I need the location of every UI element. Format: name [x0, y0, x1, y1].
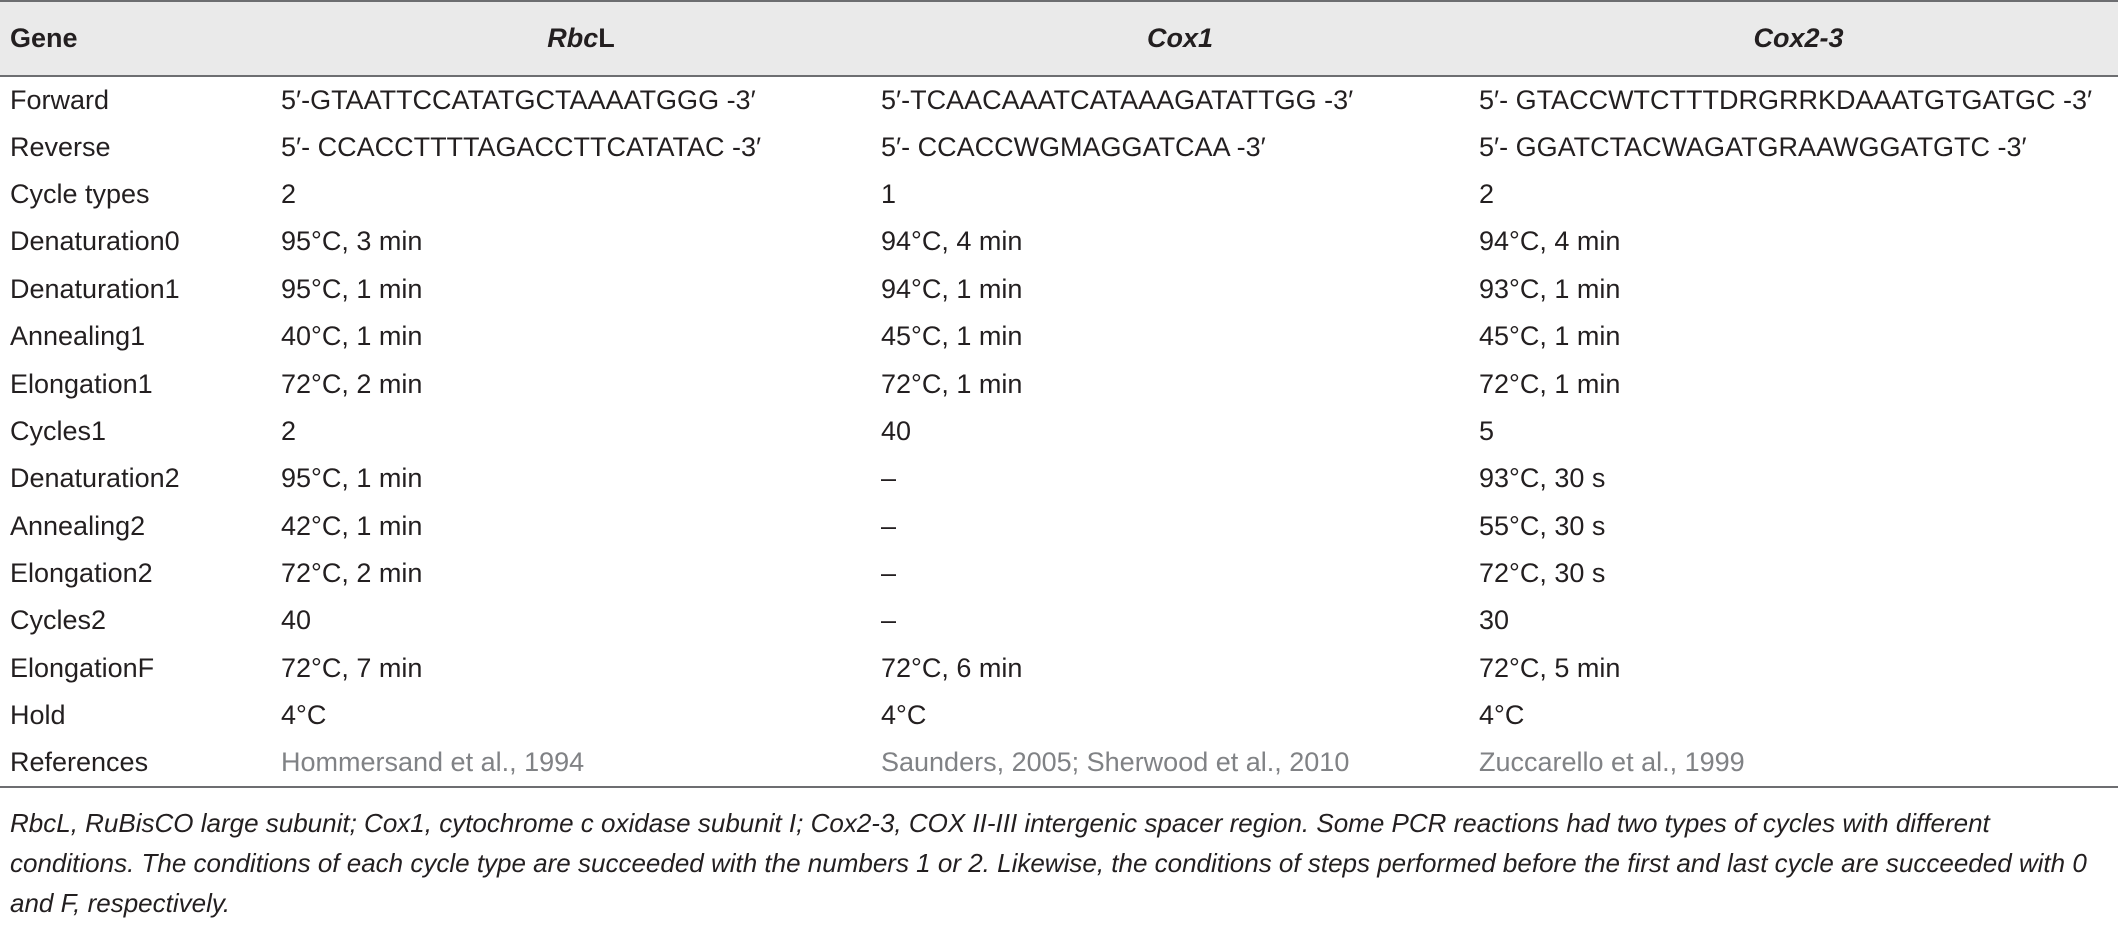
cell-cox1: 4°C [881, 700, 927, 731]
row-label: Denaturation0 [10, 226, 180, 257]
cell-cox23: 93°C, 1 min [1479, 273, 1621, 304]
cell-cox1: 72°C, 6 min [881, 652, 1023, 683]
table-row [0, 266, 2118, 313]
cell-cox23: 55°C, 30 s [1479, 510, 1606, 541]
cell-cox1: 94°C, 1 min [881, 273, 1023, 304]
cell-cox23: 4°C [1479, 700, 1525, 731]
cell-rbcl: 95°C, 1 min [281, 273, 423, 304]
header-rbcl-tail: L [598, 23, 615, 53]
header-cox23 [1479, 1, 2118, 76]
table-row [0, 360, 2118, 407]
cell-cox23: 72°C, 5 min [1479, 652, 1621, 683]
cell-rbcl: 95°C, 1 min [281, 463, 423, 494]
cell-cox1: 5′- CCACCWGMAGGATCAA -3′ [881, 131, 1266, 162]
cell-cox23: 5′- GTACCWTCTTTDRGRRKDAAATGTGATGC -3′ [1479, 84, 2093, 115]
table-row [0, 313, 2118, 360]
cell-cox1: 72°C, 1 min [881, 368, 1023, 399]
row-label: Annealing1 [10, 321, 146, 352]
cell-rbcl: 72°C, 2 min [281, 558, 423, 589]
table-row [0, 455, 2118, 502]
table-row [0, 123, 2118, 170]
cell-rbcl: 5′-GTAATTCCATATGCTAAAATGGG -3′ [281, 84, 756, 115]
table-row [0, 645, 2118, 692]
table-row [0, 503, 2118, 550]
cell-cox1: 94°C, 4 min [881, 226, 1023, 257]
cell-rbcl: 2 [281, 415, 297, 446]
cell-cox23: 72°C, 30 s [1479, 558, 1606, 589]
header-cox1 [881, 1, 1479, 76]
row-label: References [0, 739, 281, 786]
row-label: Denaturation1 [10, 273, 180, 304]
row-label: Denaturation2 [10, 463, 180, 494]
table-row [0, 171, 2118, 218]
header-rbcl [281, 1, 881, 76]
cell-rbcl: 40°C, 1 min [281, 321, 423, 352]
header-cox1-label: Cox1 [1146, 23, 1214, 53]
table-footnote: RbcL, RuBisCO large subunit; Cox1, cytochrome c oxidase subunit I; Cox2-3, COX II-III intergenic spacer region. Some PCR reactions had two types of cycles with different conditions. The conditions of each cycle type are succeeded with the numbers 1 or 2. Likewise, the conditions of steps performed before the first and last cycle are succeeded with 0 and F, respectively. [10, 808, 2087, 918]
cell-cox23: 5 [1479, 415, 1495, 446]
cell-cox1: – [881, 463, 897, 494]
row-label: Cycle types [10, 178, 150, 209]
cell-cox1: Saunders, 2005; Sherwood et al., 2010 [881, 739, 1479, 786]
header-rbcl-italic: Rbc [547, 23, 599, 53]
table-row [0, 550, 2118, 597]
row-label: Reverse [10, 131, 111, 162]
cell-cox23: 30 [1479, 605, 1510, 636]
cell-cox23: 5′- GGATCTACWAGATGRAAWGGATGTC -3′ [1479, 131, 2027, 162]
row-label: Elongation2 [10, 558, 153, 589]
table-row [0, 408, 2118, 455]
header-cox23-label: Cox2-3 [1753, 23, 1844, 53]
cell-cox1: – [881, 510, 897, 541]
cell-cox23: 93°C, 30 s [1479, 463, 1606, 494]
table-row [0, 76, 2118, 123]
row-label: Hold [10, 700, 66, 731]
cell-rbcl: Hommersand et al., 1994 [281, 739, 881, 786]
cell-cox1: – [881, 605, 897, 636]
cell-rbcl: 40 [281, 605, 312, 636]
table-row [0, 692, 2118, 739]
cell-cox23: 72°C, 1 min [1479, 368, 1621, 399]
cell-rbcl: 42°C, 1 min [281, 510, 423, 541]
row-label: Cycles2 [10, 605, 107, 636]
table-row [0, 218, 2118, 265]
table-row [0, 739, 2118, 786]
cell-cox1: 45°C, 1 min [881, 321, 1023, 352]
row-label: Forward [10, 84, 110, 115]
cell-rbcl: 2 [281, 178, 297, 209]
cell-rbcl: 4°C [281, 700, 327, 731]
table-header-row [0, 1, 2118, 76]
cell-cox23: 45°C, 1 min [1479, 321, 1621, 352]
cell-cox1: – [881, 558, 897, 589]
cell-rbcl: 95°C, 3 min [281, 226, 423, 257]
cell-cox23: 2 [1479, 178, 1495, 209]
row-label: ElongationF [10, 652, 155, 683]
cell-cox1: 5′-TCAACAAATCATAAAGATATTGG -3′ [881, 84, 1354, 115]
cell-cox23: 94°C, 4 min [1479, 226, 1621, 257]
row-label: Elongation1 [10, 368, 153, 399]
cell-rbcl: 72°C, 7 min [281, 652, 423, 683]
header-gene: Gene [0, 1, 281, 76]
table-body [0, 76, 2118, 787]
row-label: Annealing2 [10, 510, 146, 541]
cell-cox23: Zuccarello et al., 1999 [1479, 739, 2118, 786]
row-label: Cycles1 [10, 415, 107, 446]
cell-rbcl: 5′- CCACCTTTTAGACCTTCATATAC -3′ [281, 131, 762, 162]
table-row [0, 597, 2118, 644]
cell-cox1: 1 [881, 178, 897, 209]
cell-rbcl: 72°C, 2 min [281, 368, 423, 399]
cell-cox1: 40 [881, 415, 912, 446]
